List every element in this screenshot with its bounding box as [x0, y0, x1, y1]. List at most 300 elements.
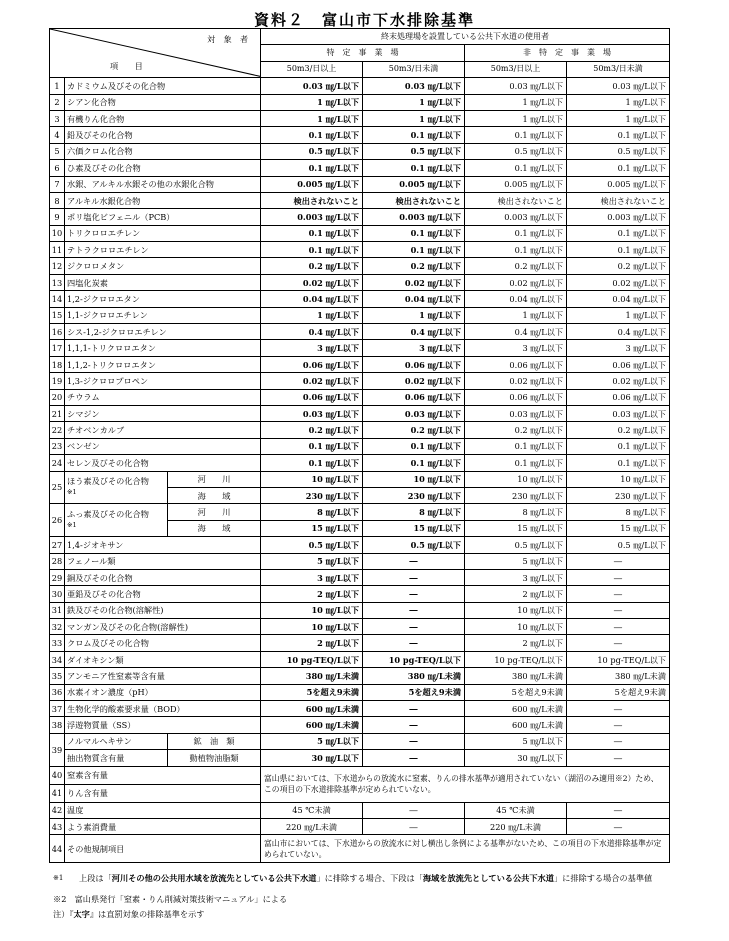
value-cell: 0.1 ㎎/L以下: [261, 242, 363, 258]
note-cell: 富山県においては、下水道からの放流水に窒素、りんの排水基準が適用されていない（湖沼のみ適用※2）ため、この項目の下水道排除基準が定められていない。: [261, 766, 670, 802]
value-cell: 0.06 ㎎/L以下: [363, 356, 465, 372]
table-row: [50, 504, 670, 520]
item-name: 温度: [65, 802, 261, 818]
item-name: 1,4-ジオキサン: [65, 537, 261, 553]
value-cell: ―: [363, 569, 465, 585]
value-cell: 380 ㎎/L未満: [363, 668, 465, 684]
row-number: 25: [50, 471, 65, 504]
value-cell: 1 ㎎/L以下: [465, 110, 567, 126]
table-row: [50, 422, 670, 438]
item-name: その他規制項目: [65, 835, 261, 863]
row-number: 27: [50, 537, 65, 553]
value-cell: 10 ㎎/L以下: [363, 471, 465, 487]
column-header: 50m3/日以上: [261, 61, 363, 77]
table-row: [50, 324, 670, 340]
item-name: 亜鉛及びその化合物: [65, 586, 261, 602]
row-number: 15: [50, 307, 65, 323]
value-cell: 0.5 ㎎/L以下: [363, 143, 465, 159]
footnote-mark: ※1: [53, 874, 64, 882]
item-name: カドミウム及びその化合物: [65, 78, 261, 94]
value-cell: 230 ㎎/L以下: [567, 487, 670, 503]
value-cell: 0.03 ㎎/L以下: [567, 78, 670, 94]
value-cell: ―: [363, 750, 465, 766]
value-cell: 15 ㎎/L以下: [261, 520, 363, 536]
table-row: [50, 750, 670, 766]
column-header: 50m3/日未満: [567, 61, 670, 77]
value-cell: 10 ㎎/L以下: [465, 602, 567, 618]
value-cell: 0.06 ㎎/L以下: [363, 389, 465, 405]
value-cell: 0.5 ㎎/L以下: [261, 537, 363, 553]
row-number: 41: [50, 784, 65, 802]
row-number: 35: [50, 668, 65, 684]
value-cell: ―: [363, 717, 465, 733]
item-name: ポリ塩化ビフェニル（PCB）: [65, 209, 261, 225]
row-number: 39: [50, 733, 65, 766]
value-cell: 1 ㎎/L以下: [465, 94, 567, 110]
row-number: 42: [50, 802, 65, 818]
table-row: [50, 225, 670, 241]
value-cell: 5 ㎎/L以下: [261, 733, 363, 749]
item-name: ジクロロメタン: [65, 258, 261, 274]
value-cell: 10 pg-TEQ/L以下: [363, 651, 465, 667]
value-cell: 2 ㎎/L以下: [261, 635, 363, 651]
item-name: 1,1,1-トリクロロエタン: [65, 340, 261, 356]
value-cell: 8 ㎎/L以下: [261, 504, 363, 520]
footnote-mark: ※1: [67, 521, 77, 530]
row-number: 6: [50, 160, 65, 176]
value-cell: 0.1 ㎎/L以下: [567, 455, 670, 471]
item-name: 1,2-ジクロロエタン: [65, 291, 261, 307]
value-cell: ―: [567, 750, 670, 766]
value-cell: 0.1 ㎎/L以下: [363, 438, 465, 454]
item-name: 六価クロム化合物: [65, 143, 261, 159]
table-row: [50, 635, 670, 651]
row-number: 29: [50, 569, 65, 585]
table-row: [50, 340, 670, 356]
item-name: チウラム: [65, 389, 261, 405]
row-number: 37: [50, 701, 65, 717]
item-name: よう素消費量: [65, 818, 261, 834]
table-row: [50, 438, 670, 454]
value-cell: 0.06 ㎎/L以下: [261, 356, 363, 372]
nonspecific-header: 非 特 定 事 業 場: [465, 45, 670, 61]
value-cell: 5 ㎎/L以下: [261, 553, 363, 569]
sub-label: 河 川: [168, 471, 261, 487]
value-cell: ―: [567, 619, 670, 635]
value-cell: 220 ㎎/L未満: [465, 818, 567, 834]
row-number: 17: [50, 340, 65, 356]
header-diagonal-cell: [50, 29, 261, 78]
item-name: 鉛及びその化合物: [65, 127, 261, 143]
value-cell: 0.06 ㎎/L以下: [567, 356, 670, 372]
value-cell: ―: [567, 818, 670, 834]
row-number: 10: [50, 225, 65, 241]
value-cell: 15 ㎎/L以下: [465, 520, 567, 536]
value-cell: 0.4 ㎎/L以下: [465, 324, 567, 340]
value-cell: ―: [363, 818, 465, 834]
value-cell: 1 ㎎/L以下: [363, 110, 465, 126]
item-name: 1,3-ジクロロプロペン: [65, 373, 261, 389]
item-name: ダイオキシン類: [65, 651, 261, 667]
value-cell: 2 ㎎/L以下: [261, 586, 363, 602]
table-row: [50, 766, 670, 784]
value-cell: 0.1 ㎎/L以下: [363, 455, 465, 471]
value-cell: 600 ㎎/L未満: [261, 701, 363, 717]
value-cell: 0.005 ㎎/L以下: [567, 176, 670, 192]
value-cell: ―: [567, 733, 670, 749]
value-cell: 0.04 ㎎/L以下: [261, 291, 363, 307]
value-cell: 0.5 ㎎/L以下: [261, 143, 363, 159]
value-cell: 0.1 ㎎/L以下: [567, 225, 670, 241]
value-cell: 45 ℃未満: [261, 802, 363, 818]
value-cell: 230 ㎎/L以下: [261, 487, 363, 503]
value-cell: 0.1 ㎎/L以下: [465, 242, 567, 258]
column-header: 50m3/日以上: [465, 61, 567, 77]
value-cell: 0.4 ㎎/L以下: [261, 324, 363, 340]
table-row: [50, 356, 670, 372]
value-cell: 0.1 ㎎/L以下: [261, 225, 363, 241]
item-name: ベンゼン: [65, 438, 261, 454]
table-row: [50, 455, 670, 471]
value-cell: 10 pg-TEQ/L以下: [567, 651, 670, 667]
value-cell: 3 ㎎/L以下: [261, 340, 363, 356]
value-cell: 3 ㎎/L以下: [567, 340, 670, 356]
item-name: フェノール類: [65, 553, 261, 569]
value-cell: 0.4 ㎎/L以下: [567, 324, 670, 340]
value-cell: 30 ㎎/L以下: [465, 750, 567, 766]
value-cell: 0.06 ㎎/L以下: [261, 389, 363, 405]
value-cell: 600 ㎎/L未満: [261, 717, 363, 733]
value-cell: ―: [567, 569, 670, 585]
value-cell: 5 ㎎/L以下: [465, 553, 567, 569]
footnote-bold: 河川その他の公共用水域を放流先としている公共下水道: [111, 873, 317, 883]
value-cell: 0.02 ㎎/L以下: [363, 373, 465, 389]
item-name-text: ふっ素及びその化合物: [67, 509, 149, 520]
table-row: [50, 291, 670, 307]
row-number: 19: [50, 373, 65, 389]
value-cell: 15 ㎎/L以下: [363, 520, 465, 536]
value-cell: 3 ㎎/L以下: [465, 340, 567, 356]
row-number: 38: [50, 717, 65, 733]
value-cell: 1 ㎎/L以下: [567, 307, 670, 323]
item-name: 抽出物質含有量: [65, 750, 168, 766]
row-number: 40: [50, 766, 65, 784]
table-row: [50, 307, 670, 323]
value-cell: 10 pg-TEQ/L以下: [465, 651, 567, 667]
table-row: [50, 258, 670, 274]
value-cell: 検出されないこと: [567, 192, 670, 208]
item-name: 四塩化炭素: [65, 274, 261, 290]
row-number: 20: [50, 389, 65, 405]
value-cell: 0.1 ㎎/L以下: [363, 225, 465, 241]
value-cell: 0.03 ㎎/L以下: [465, 405, 567, 421]
value-cell: 0.1 ㎎/L以下: [567, 242, 670, 258]
row-number: 33: [50, 635, 65, 651]
value-cell: 230 ㎎/L以下: [465, 487, 567, 503]
target-label: 対 象 者: [207, 34, 249, 44]
item-name: シス-1,2-ジクロロエチレン: [65, 324, 261, 340]
value-cell: 0.1 ㎎/L以下: [567, 127, 670, 143]
item-name-text: ほう素及びその化合物: [67, 476, 149, 487]
value-cell: 230 ㎎/L以下: [363, 487, 465, 503]
value-cell: ―: [363, 586, 465, 602]
table-row: [50, 569, 670, 585]
value-cell: 0.2 ㎎/L以下: [261, 422, 363, 438]
value-cell: ―: [363, 602, 465, 618]
value-cell: 1 ㎎/L以下: [567, 110, 670, 126]
table-row: [50, 389, 670, 405]
value-cell: 0.1 ㎎/L以下: [465, 455, 567, 471]
table-row: [50, 717, 670, 733]
row-number: 3: [50, 110, 65, 126]
item-name: シマジン: [65, 405, 261, 421]
table-row: [50, 802, 670, 818]
row-number: 24: [50, 455, 65, 471]
value-cell: 0.5 ㎎/L以下: [567, 537, 670, 553]
row-number: 23: [50, 438, 65, 454]
table-row: [50, 586, 670, 602]
value-cell: 0.2 ㎎/L以下: [567, 422, 670, 438]
value-cell: 10 ㎎/L以下: [567, 471, 670, 487]
value-cell: 0.005 ㎎/L以下: [261, 176, 363, 192]
table-row: [50, 668, 670, 684]
standards-table: [49, 28, 670, 863]
row-number: 22: [50, 422, 65, 438]
value-cell: ―: [363, 802, 465, 818]
value-cell: 0.1 ㎎/L以下: [261, 438, 363, 454]
row-number: 5: [50, 143, 65, 159]
value-cell: 0.4 ㎎/L以下: [363, 324, 465, 340]
value-cell: 0.04 ㎎/L以下: [465, 291, 567, 307]
row-number: 8: [50, 192, 65, 208]
item-name: アルキル水銀化合物: [65, 192, 261, 208]
footnote-text: 』は直罰対象の排除基準を示す: [89, 909, 205, 919]
row-number: 21: [50, 405, 65, 421]
value-cell: 0.03 ㎎/L以下: [465, 78, 567, 94]
value-cell: 45 ℃未満: [465, 802, 567, 818]
value-cell: 0.02 ㎎/L以下: [567, 274, 670, 290]
value-cell: 5を超え9未満: [465, 684, 567, 700]
value-cell: 0.06 ㎎/L以下: [567, 389, 670, 405]
item-name: 銅及びその化合物: [65, 569, 261, 585]
value-cell: 0.5 ㎎/L以下: [465, 537, 567, 553]
value-cell: 0.02 ㎎/L以下: [261, 274, 363, 290]
table-row: [50, 684, 670, 700]
value-cell: 8 ㎎/L以下: [465, 504, 567, 520]
value-cell: ―: [567, 635, 670, 651]
value-cell: 0.03 ㎎/L以下: [363, 405, 465, 421]
value-cell: 0.1 ㎎/L以下: [567, 160, 670, 176]
value-cell: 1 ㎎/L以下: [465, 307, 567, 323]
value-cell: 10 ㎎/L以下: [261, 619, 363, 635]
row-number: 4: [50, 127, 65, 143]
value-cell: 0.5 ㎎/L以下: [567, 143, 670, 159]
value-cell: 0.1 ㎎/L以下: [465, 127, 567, 143]
footnote-mark: ※1: [67, 488, 77, 497]
value-cell: 0.003 ㎎/L以下: [261, 209, 363, 225]
item-name: 窒素含有量: [65, 766, 261, 784]
value-cell: 600 ㎎/L未満: [465, 717, 567, 733]
footnote-2: ※2 富山県発行「窒素・りん削減対策技術マニュアル」による: [53, 894, 288, 904]
specific-header: 特 定 事 業 場: [261, 45, 465, 61]
value-cell: 0.5 ㎎/L以下: [465, 143, 567, 159]
value-cell: 0.2 ㎎/L以下: [363, 258, 465, 274]
row-number: 30: [50, 586, 65, 602]
sub-label: 鉱 油 類: [168, 733, 261, 749]
value-cell: 1 ㎎/L以下: [363, 307, 465, 323]
row-number: 43: [50, 818, 65, 834]
item-name: 1,1,2-トリクロロエタン: [65, 356, 261, 372]
table-row: [50, 274, 670, 290]
value-cell: 0.03 ㎎/L以下: [363, 78, 465, 94]
row-number: 7: [50, 176, 65, 192]
table-row: [50, 94, 670, 110]
value-cell: ―: [363, 553, 465, 569]
value-cell: 0.1 ㎎/L以下: [261, 127, 363, 143]
table-row: [50, 701, 670, 717]
value-cell: 10 ㎎/L以下: [261, 471, 363, 487]
value-cell: 1 ㎎/L以下: [261, 110, 363, 126]
value-cell: 5 ㎎/L以下: [465, 733, 567, 749]
value-cell: 3 ㎎/L以下: [261, 569, 363, 585]
value-cell: 3 ㎎/L以下: [465, 569, 567, 585]
table-row: [50, 176, 670, 192]
item-name: [65, 504, 168, 537]
row-number: 11: [50, 242, 65, 258]
value-cell: 0.1 ㎎/L以下: [465, 438, 567, 454]
value-cell: 0.03 ㎎/L以下: [261, 405, 363, 421]
value-cell: ―: [567, 717, 670, 733]
footnote-text: 」に排除する場合、下段は「: [316, 873, 423, 883]
table-row: [50, 242, 670, 258]
value-cell: 0.003 ㎎/L以下: [465, 209, 567, 225]
value-cell: 15 ㎎/L以下: [567, 520, 670, 536]
value-cell: 0.02 ㎎/L以下: [261, 373, 363, 389]
table-row: [50, 537, 670, 553]
table-row: [50, 602, 670, 618]
row-number: 14: [50, 291, 65, 307]
value-cell: 10 pg-TEQ/L以下: [261, 651, 363, 667]
page-title: 資料２ 富山市下水排除基準: [253, 11, 475, 29]
value-cell: 0.03 ㎎/L以下: [567, 405, 670, 421]
value-cell: 0.2 ㎎/L以下: [363, 422, 465, 438]
value-cell: 1 ㎎/L以下: [567, 94, 670, 110]
row-number: 12: [50, 258, 65, 274]
item-name: 水素イオン濃度（pH）: [65, 684, 261, 700]
item-name: セレン及びその化合物: [65, 455, 261, 471]
table-row: [50, 160, 670, 176]
item-name: チオベンカルブ: [65, 422, 261, 438]
table-row: [50, 110, 670, 126]
value-cell: 380 ㎎/L未満: [465, 668, 567, 684]
item-name: マンガン及びその化合物(溶解性): [65, 619, 261, 635]
sub-label: 動植物油脂類: [168, 750, 261, 766]
value-cell: 1 ㎎/L以下: [363, 94, 465, 110]
value-cell: 380 ㎎/L未満: [261, 668, 363, 684]
value-cell: 0.2 ㎎/L以下: [465, 422, 567, 438]
value-cell: 0.02 ㎎/L以下: [363, 274, 465, 290]
value-cell: 0.005 ㎎/L以下: [363, 176, 465, 192]
row-number: 44: [50, 835, 65, 863]
row-number: 9: [50, 209, 65, 225]
footnotes: [53, 872, 673, 921]
value-cell: 0.06 ㎎/L以下: [465, 356, 567, 372]
sub-label: 海 域: [168, 520, 261, 536]
value-cell: ―: [363, 733, 465, 749]
row-number: 26: [50, 504, 65, 537]
sub-label: 河 川: [168, 504, 261, 520]
column-header: 50m3/日未満: [363, 61, 465, 77]
item-name: シアン化合物: [65, 94, 261, 110]
value-cell: 8 ㎎/L以下: [567, 504, 670, 520]
value-cell: 8 ㎎/L以下: [363, 504, 465, 520]
table-row: [50, 405, 670, 421]
item-name: テトラクロロエチレン: [65, 242, 261, 258]
value-cell: 0.1 ㎎/L以下: [465, 225, 567, 241]
value-cell: 0.1 ㎎/L以下: [363, 242, 465, 258]
value-cell: 10 ㎎/L以下: [261, 602, 363, 618]
value-cell: 0.5 ㎎/L以下: [363, 537, 465, 553]
item-name: ノルマルヘキサン: [65, 733, 168, 749]
item-name: [65, 471, 168, 504]
value-cell: 検出されないこと: [465, 192, 567, 208]
table-row: [50, 373, 670, 389]
footnote-text: 注）『: [53, 909, 74, 919]
table-row: [50, 619, 670, 635]
value-cell: 0.02 ㎎/L以下: [465, 274, 567, 290]
value-cell: ―: [567, 802, 670, 818]
item-name: トリクロロエチレン: [65, 225, 261, 241]
item-name: クロム及びその化合物: [65, 635, 261, 651]
value-cell: 1 ㎎/L以下: [261, 307, 363, 323]
sub-label: 海 域: [168, 487, 261, 503]
value-cell: 0.1 ㎎/L以下: [465, 160, 567, 176]
value-cell: ―: [363, 619, 465, 635]
footnote-text: 」に排除する場合の基準値: [553, 873, 653, 883]
row-number: 34: [50, 651, 65, 667]
value-cell: ―: [567, 602, 670, 618]
table-row: [50, 143, 670, 159]
value-cell: 600 ㎎/L未満: [465, 701, 567, 717]
value-cell: 0.2 ㎎/L以下: [567, 258, 670, 274]
value-cell: 10 ㎎/L以下: [465, 471, 567, 487]
value-cell: 検出されないこと: [261, 192, 363, 208]
value-cell: 0.02 ㎎/L以下: [465, 373, 567, 389]
value-cell: 380 ㎎/L未満: [567, 668, 670, 684]
group-header: 終末処理場を設置している公共下水道の使用者: [261, 29, 670, 45]
value-cell: 0.1 ㎎/L以下: [363, 127, 465, 143]
table-row: [50, 78, 670, 94]
item-name: アンモニア性窒素等含有量: [65, 668, 261, 684]
row-number: 28: [50, 553, 65, 569]
row-number: 2: [50, 94, 65, 110]
row-number: 16: [50, 324, 65, 340]
table-row: [50, 553, 670, 569]
item-name: 鉄及びその化合物(溶解性): [65, 602, 261, 618]
table-row: [50, 651, 670, 667]
value-cell: 5を超え9未満: [567, 684, 670, 700]
value-cell: 10 ㎎/L以下: [465, 619, 567, 635]
item-name: 水銀、アルキル水銀その他の水銀化合物: [65, 176, 261, 192]
table-row: [50, 733, 670, 749]
value-cell: 検出されないこと: [363, 192, 465, 208]
footnote-3: [53, 908, 673, 921]
value-cell: 5を超え9未満: [363, 684, 465, 700]
value-cell: 0.003 ㎎/L以下: [363, 209, 465, 225]
item-name: 1,1-ジクロロエチレン: [65, 307, 261, 323]
value-cell: 0.02 ㎎/L以下: [567, 373, 670, 389]
table-row: [50, 192, 670, 208]
